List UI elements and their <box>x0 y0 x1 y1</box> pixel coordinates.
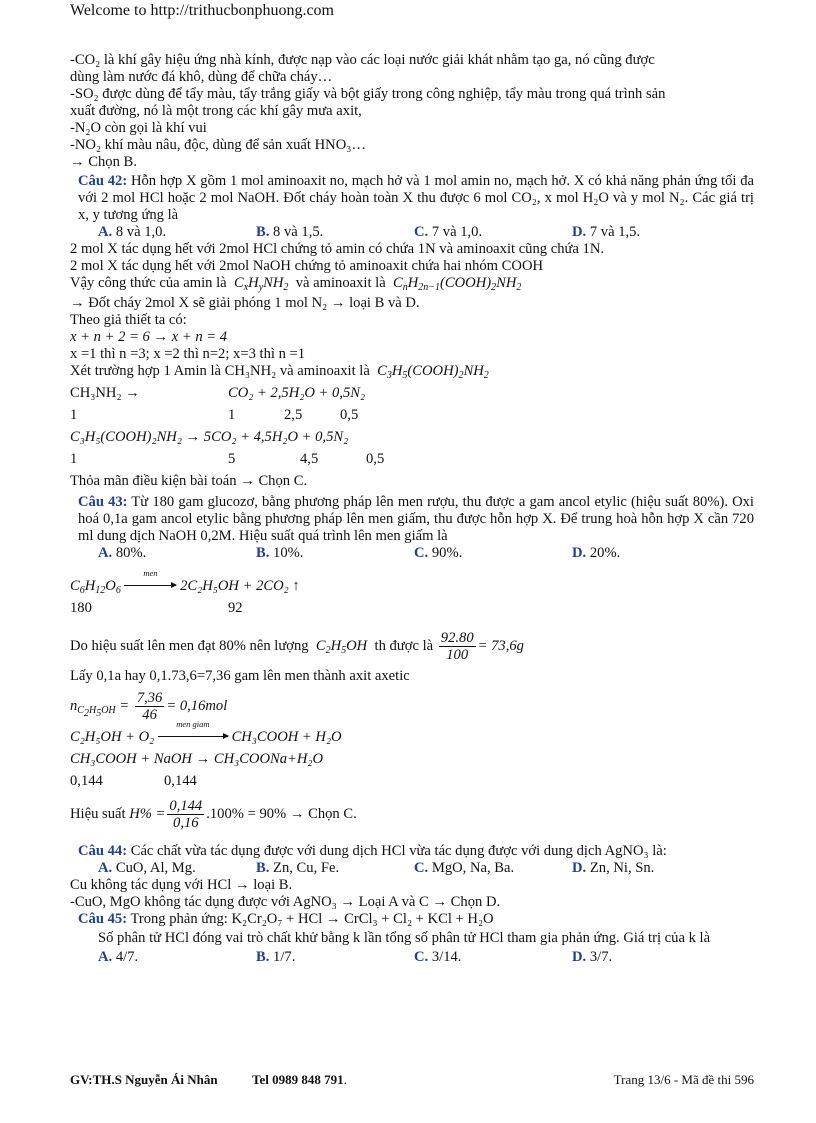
q45-stem <box>70 911 754 928</box>
fermentation-masses <box>70 600 754 622</box>
q45-option-c[interactable] <box>414 949 572 966</box>
footer-tel: Tel 0989 848 791 <box>252 1072 344 1087</box>
option-text: 10%. <box>273 545 304 561</box>
reaction-1-moles <box>70 407 754 429</box>
option-text: MgO, Na, Ba. <box>431 860 515 876</box>
arrow-label: men giam <box>176 719 210 729</box>
q44-sol-1: Cu không tác dụng với HCl → loại B. <box>70 877 293 893</box>
q45-text-2: Số phân tử HCl đóng vai trò chất khử bằng k lần tổng số phân tử HCl tham gia phản ứng. Giá trị của k là <box>98 930 711 946</box>
q42-text: Hỗn hợp X gồm 1 mol aminoaxit no, mạch hở và 1 mol amin no, mạch hở. X có khả năng phản ứng tối đa với 2 mol HCl hoặc 2 mol NaOH. Đốt cháy hoàn toàn X thu được 6 mol CO₂, x mol H₂O và y mol N₂. Các giá trị x, y tương ứng là <box>78 173 754 223</box>
q43-efficiency-label: Hiệu suất <box>70 806 126 822</box>
q42-sol-3-text-b: và aminoaxit là <box>295 275 386 291</box>
option-letter: B. <box>256 949 270 965</box>
amine-formula: $C_xH_yNH_2$ <box>230 275 289 293</box>
fraction-result: = 0,16mol <box>166 698 228 714</box>
option-text: 80%. <box>115 545 147 561</box>
option-letter: B. <box>256 224 270 240</box>
q43-options <box>70 545 754 562</box>
option-letter: B. <box>256 545 270 561</box>
q42-sol-3-text: Vậy công thức của amin là <box>70 275 227 291</box>
fraction-moles <box>135 690 165 723</box>
option-text: Zn, Cu, Fe. <box>273 860 340 876</box>
option-letter: D. <box>572 949 587 965</box>
q44-sol-2: -CuO, MgO không tác dụng được với AgNO₃ → Loại A và C → Chọn D. <box>70 894 501 910</box>
q43-sol-1 <box>70 628 754 664</box>
reaction-2-moles <box>70 451 754 473</box>
mole-value: 1 <box>70 451 78 467</box>
option-letter: C. <box>414 949 429 965</box>
option-text: 3/14. <box>431 949 462 965</box>
page-header: Welcome to http://trithucbonphuong.com <box>70 2 334 19</box>
option-letter: D. <box>572 860 587 876</box>
q42-stem <box>70 173 754 224</box>
neutralization-eq: CH₃COOH + NaOH → CH₃COONa+H₂O <box>70 751 324 767</box>
q45-text: Trong phản ứng: K₂Cr₂O₇ + HCl → CrCl₃ + Cl₂ + KCl + H₂O <box>130 911 494 927</box>
q42-sol-2: 2 mol X tác dụng hết với 2mol NaOH chứng tỏ aminoaxit chứa hai nhóm COOH <box>70 258 544 274</box>
mole-value: 4,5 <box>300 451 319 467</box>
arrow-men <box>124 568 176 595</box>
oxidation-reactants: C₂H₅OH + O₂ <box>70 729 155 745</box>
option-letter: C. <box>414 860 429 876</box>
q43-number: Câu 43: <box>78 494 128 510</box>
q44-option-c[interactable] <box>414 860 572 877</box>
option-text: CuO, Al, Mg. <box>115 860 196 876</box>
option-text: 7 và 1,0. <box>431 224 483 240</box>
q45-option-d[interactable] <box>572 949 730 966</box>
q43-option-b[interactable] <box>256 545 414 562</box>
intro-choose: → Chọn B. <box>70 154 137 170</box>
oxidation-products: CH₃COOH + H₂O <box>231 729 342 745</box>
fraction-ethanol <box>439 630 476 663</box>
q43-sol-2: Lấy 0,1a hay 0,1.73,6=7,36 gam lên men thành axit axetic <box>70 668 410 684</box>
option-letter: A. <box>98 545 113 561</box>
footer-author: GV:TH.S Nguyễn Ái Nhân <box>70 1072 218 1087</box>
q44-option-d[interactable] <box>572 860 730 877</box>
fermentation-eq: $C_6H_{12}O_6$ men 2C₂H₅OH + 2CO₂ ↑ <box>70 568 300 596</box>
q43-option-c[interactable] <box>414 545 572 562</box>
option-text: 8 và 1,5. <box>273 224 324 240</box>
page-footer: GV:TH.S Nguyễn Ái Nhân Tel 0989 848 791 . Trang 13/6 - Mã đề thi 596 <box>70 1072 754 1087</box>
denominator: 100 <box>446 647 469 664</box>
mole-value: 0,144 <box>164 773 197 789</box>
q42-options <box>70 224 754 241</box>
q42-sol-8 <box>70 363 754 383</box>
neutralization-moles <box>70 773 754 795</box>
option-text: Zn, Ni, Sn. <box>589 860 655 876</box>
reaction-1 <box>70 385 754 407</box>
reaction-1-right: CO₂ + 2,5H₂O + 0,5N₂ <box>228 385 366 401</box>
option-text: 3/7. <box>589 949 613 965</box>
option-letter: B. <box>256 860 270 876</box>
q42-option-c[interactable] <box>414 224 572 241</box>
q43-sol-1-text-b: th được là <box>374 638 434 654</box>
option-text: 1/7. <box>273 949 296 965</box>
option-letter: A. <box>98 224 113 240</box>
q42-sol-5: Theo giả thiết ta có: <box>70 312 187 328</box>
q44-stem <box>70 843 754 860</box>
q44-option-a[interactable] <box>98 860 256 877</box>
mass-value: 180 <box>70 600 92 616</box>
efficiency-symbol: H% = <box>129 806 166 822</box>
q44-number: Câu 44: <box>78 843 128 859</box>
numerator: 92.80 <box>440 630 474 647</box>
option-text: 7 và 1,5. <box>589 224 641 240</box>
intro-co2-cont: dùng làm nước đá khô, dùng để chữa cháy… <box>70 69 333 85</box>
denominator: 46 <box>142 707 157 724</box>
intro-so2-cont: xuất đường, nó là một trong các khí gây mưa axit, <box>70 103 362 119</box>
ethanol-formula: $C_2H_5OH$ <box>312 638 371 656</box>
q43-sol-1-text: Do hiệu suất lên men đạt 80% nên lượng <box>70 638 309 654</box>
q43-stem <box>70 494 754 545</box>
q45-option-b[interactable] <box>256 949 414 966</box>
intro-no2: -NO₂ khí màu nâu, độc, dùng để sản xuất HNO₃… <box>70 137 366 153</box>
option-letter: A. <box>98 860 113 876</box>
option-letter: D. <box>572 224 587 240</box>
reaction-1-left: CH₃NH₂ → <box>70 385 140 401</box>
denominator: 0,16 <box>173 815 199 832</box>
q42-option-a[interactable] <box>98 224 256 241</box>
option-text: 90%. <box>431 545 463 561</box>
option-letter: D. <box>572 545 587 561</box>
q44-text: Các chất vừa tác dụng được với dung dịch HCl vừa tác dụng được với dung dịch AgNO₃ là: <box>130 843 667 859</box>
q42-sol-8-text: Xét trường hợp 1 Amin là CH₃NH₂ và aminoaxit là <box>70 363 370 379</box>
q43-option-a[interactable] <box>98 545 256 562</box>
arrow-label: men <box>143 568 158 578</box>
ethanol-mole-symbol: $n_{C_2H_5OH}$ = <box>70 698 130 719</box>
q42-sol-4: → Đốt cháy 2mol X sẽ giải phóng 1 mol N₂ → loại B và D. <box>70 295 420 311</box>
mole-value: 1 <box>70 407 78 423</box>
intro-so2: -SO₂ được dùng để tẩy màu, tẩy trắng giấy và bột giấy trong công nghiệp, tẩy màu trong quá trình sản <box>70 86 666 102</box>
fraction-result: = 73,6g <box>477 638 524 654</box>
option-letter: C. <box>414 224 429 240</box>
oxidation-eq <box>70 719 754 751</box>
fraction-efficiency <box>167 798 204 831</box>
q44-options <box>70 860 754 877</box>
mole-value: 1 <box>228 407 236 423</box>
mole-value: 5 <box>228 451 236 467</box>
page-body <box>70 52 754 966</box>
fermentation-products: 2C₂H₅OH + 2CO₂ ↑ <box>180 578 300 594</box>
q42-option-d[interactable] <box>572 224 730 241</box>
q43-efficiency <box>70 795 754 833</box>
mole-value: 0,144 <box>70 773 103 789</box>
mass-value: 92 <box>228 600 243 616</box>
intro-co2: -CO₂ là khí gây hiệu ứng nhà kính, được nạp vào các loại nước giải khát nhằm tạo ga, nó cũng được <box>70 52 655 68</box>
option-text: 4/7. <box>115 949 139 965</box>
mole-value: 0,5 <box>366 451 385 467</box>
efficiency-result: .100% = 90% → Chọn C. <box>206 806 357 822</box>
q42-conclusion: Thỏa mãn điều kiện bài toán → Chọn C. <box>70 473 308 489</box>
option-letter: C. <box>414 545 429 561</box>
q45-number: Câu 45: <box>78 911 128 927</box>
numerator: 7,36 <box>136 690 163 707</box>
q42-number: Câu 42: <box>78 173 128 189</box>
arrow-men-giam <box>158 719 228 746</box>
q44-option-b[interactable] <box>256 860 414 877</box>
numerator: 0,144 <box>169 798 203 815</box>
aminoacid-formula: $C_nH_{2n-1}(COOH)_2NH_2$ <box>389 275 522 293</box>
q42-option-b[interactable] <box>256 224 414 241</box>
option-text: 8 và 1,0. <box>115 224 167 240</box>
aminoacid-case1: $C_3H_5(COOH)_2NH_2$ <box>373 363 489 381</box>
q42-sol-1: 2 mol X tác dụng hết với 2mol HCl chứng tỏ amin có chứa 1N và aminoaxit cũng chứa 1N. <box>70 241 605 257</box>
mole-value: 0,5 <box>340 407 359 423</box>
intro-n2o: -N₂O còn gọi là khí vui <box>70 120 207 136</box>
mole-value: 2,5 <box>284 407 303 423</box>
q42-sol-3 <box>70 275 754 295</box>
option-letter: A. <box>98 949 113 965</box>
q43-text: Từ 180 gam glucozơ, bằng phương pháp lên men rượu, thu được a gam ancol etylic (hiệu suất 80%). Oxi hoá 0,1a gam ancol etylic bằng phương pháp lên men giấm, thu được hỗn hợp X. Để trung hoà hỗn hợp X cần 720 ml dung dịch NaOH 0,2M. Hiệu suất quá trình lên men giấm là <box>78 494 754 544</box>
q45-options <box>70 949 754 966</box>
q42-sol-7: x =1 thì n =3; x =2 thì n=2; x=3 thì n =1 <box>70 346 306 362</box>
reaction-2: C₃H₅(COOH)₂NH₂ → 5CO₂ + 4,5H₂O + 0,5N₂ <box>70 429 349 445</box>
q42-sol-6: x + n + 2 = 6 → x + n = 4 <box>70 329 228 345</box>
q45-option-a[interactable] <box>98 949 256 966</box>
option-text: 20%. <box>589 545 621 561</box>
footer-page: Trang 13/6 - Mã đề thi 596 <box>613 1072 754 1087</box>
q43-option-d[interactable] <box>572 545 730 562</box>
